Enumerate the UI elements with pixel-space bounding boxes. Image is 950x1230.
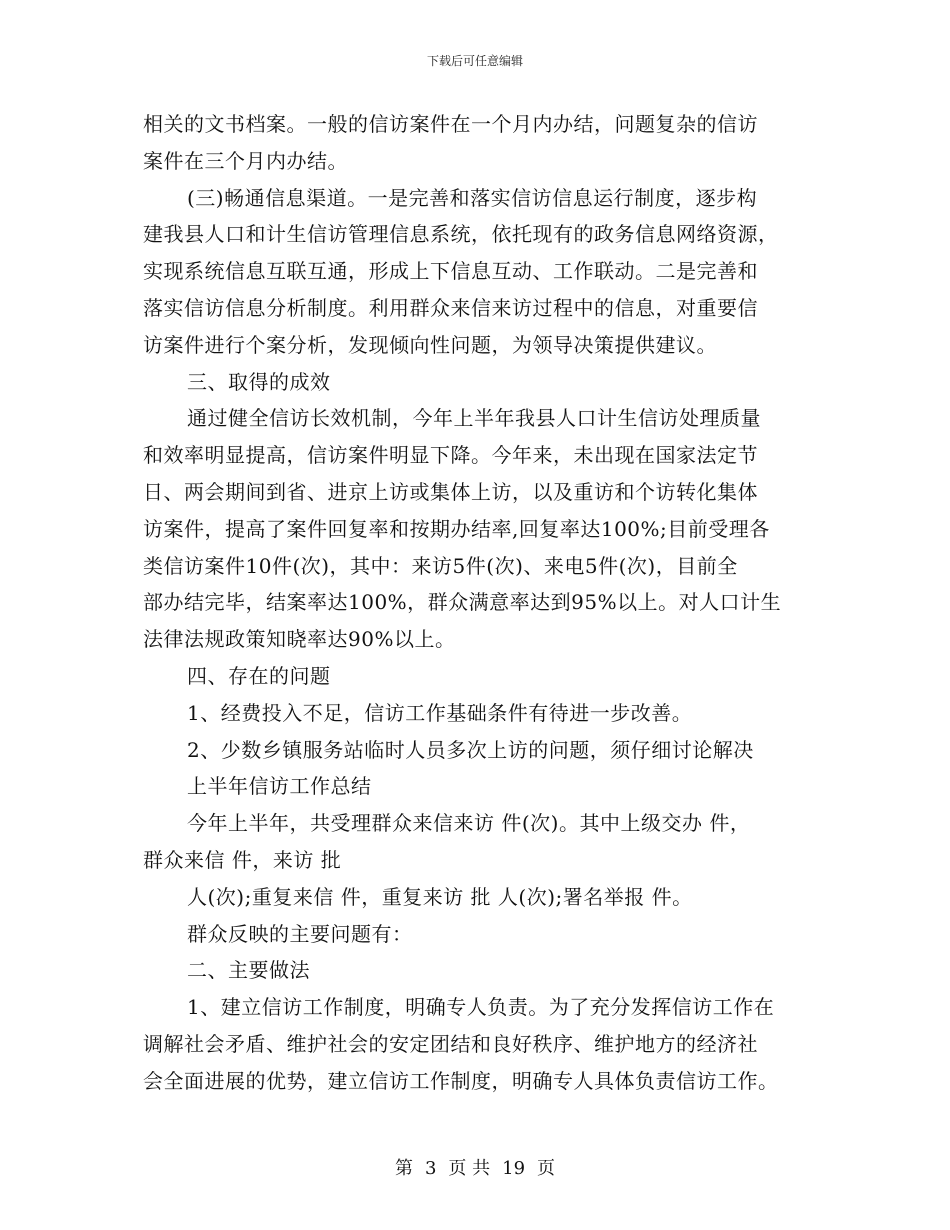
text-line: 调解社会矛盾、维护社会的安定团结和良好秩序、维护地方的经济社 [143,1031,758,1056]
footer-mid: 页 共 [448,1158,491,1179]
text-line: 访案件，提高了案件回复率和按期办结率,回复率达100%;目前受理各 [143,516,770,541]
text-line: 2、少数乡镇服务站临时人员多次上访的问题，须仔细讨论解决 [187,737,754,762]
text-line: 群众来信 件，来访 批 [143,847,342,872]
text-line: (三)畅通信息渠道。一是完善和落实信访信息运行制度，逐步构 [187,185,758,210]
section-heading: 三、取得的成效 [187,369,331,394]
total-page-count: 19 [502,1158,526,1179]
text-line: 类信访案件10件(次)，其中：来访5件(次)、来电5件(次)，目前全 [143,553,738,578]
document-body [143,106,813,1100]
text-line: 案件在三个月内办结。 [143,148,348,173]
footer-suffix: 页 [537,1158,556,1179]
page-header-note: 下载后可任意编辑 [426,54,523,68]
page-number-footer [0,1154,950,1180]
text-line: 会全面进展的优势，建立信访工作制度，明确专人具体负责信访工作。 [143,1068,779,1093]
text-line: 群众反映的主要问题有： [187,921,413,946]
text-line: 今年上半年，共受理群众来信来访 件(次)。其中上级交办 件， [187,811,751,836]
footer-prefix: 第 [394,1158,413,1179]
current-page-number: 3 [424,1158,437,1179]
text-line: 相关的文书档案。一般的信访案件在一个月内办结，问题复杂的信访 [143,112,758,136]
text-line: 日、两会期间到省、进京上访或集体上访，以及重访和个访转化集体 [143,479,758,504]
document-title: 上半年信访工作总结 [187,774,372,799]
section-heading: 四、存在的问题 [187,663,331,688]
text-line: 人(次);重复来信 件，重复来访 批 人(次);署名举报 件。 [187,884,693,909]
text-line: 落实信访信息分析制度。利用群众来信来访过程中的信息，对重要信 [143,295,758,320]
section-heading: 二、主要做法 [187,958,310,983]
text-line: 1、经费投入不足，信访工作基础条件有待进一步改善。 [187,700,693,725]
text-line: 通过健全信访长效机制，今年上半年我县人口计生信访处理质量 [187,406,761,431]
text-line: 和效率明显提高，信访案件明显下降。今年来，未出现在国家法定节 [143,443,758,468]
text-line: 部办结完毕，结案率达100%，群众满意率达到95%以上。对人口计生 [143,590,782,615]
text-line: 访案件进行个案分析，发现倾向性问题，为领导决策提供建议。 [143,332,717,357]
text-line: 建我县人口和计生信访管理信息系统，依托现有的政务信息网络资源， [143,222,779,247]
text-line: 1、建立信访工作制度，明确专人负责。为了充分发挥信访工作在 [187,995,775,1020]
text-line: 实现系统信息互联互通，形成上下信息互动、工作联动。二是完善和 [143,259,758,284]
text-line: 法律法规政策知晓率达90%以上。 [143,627,456,652]
